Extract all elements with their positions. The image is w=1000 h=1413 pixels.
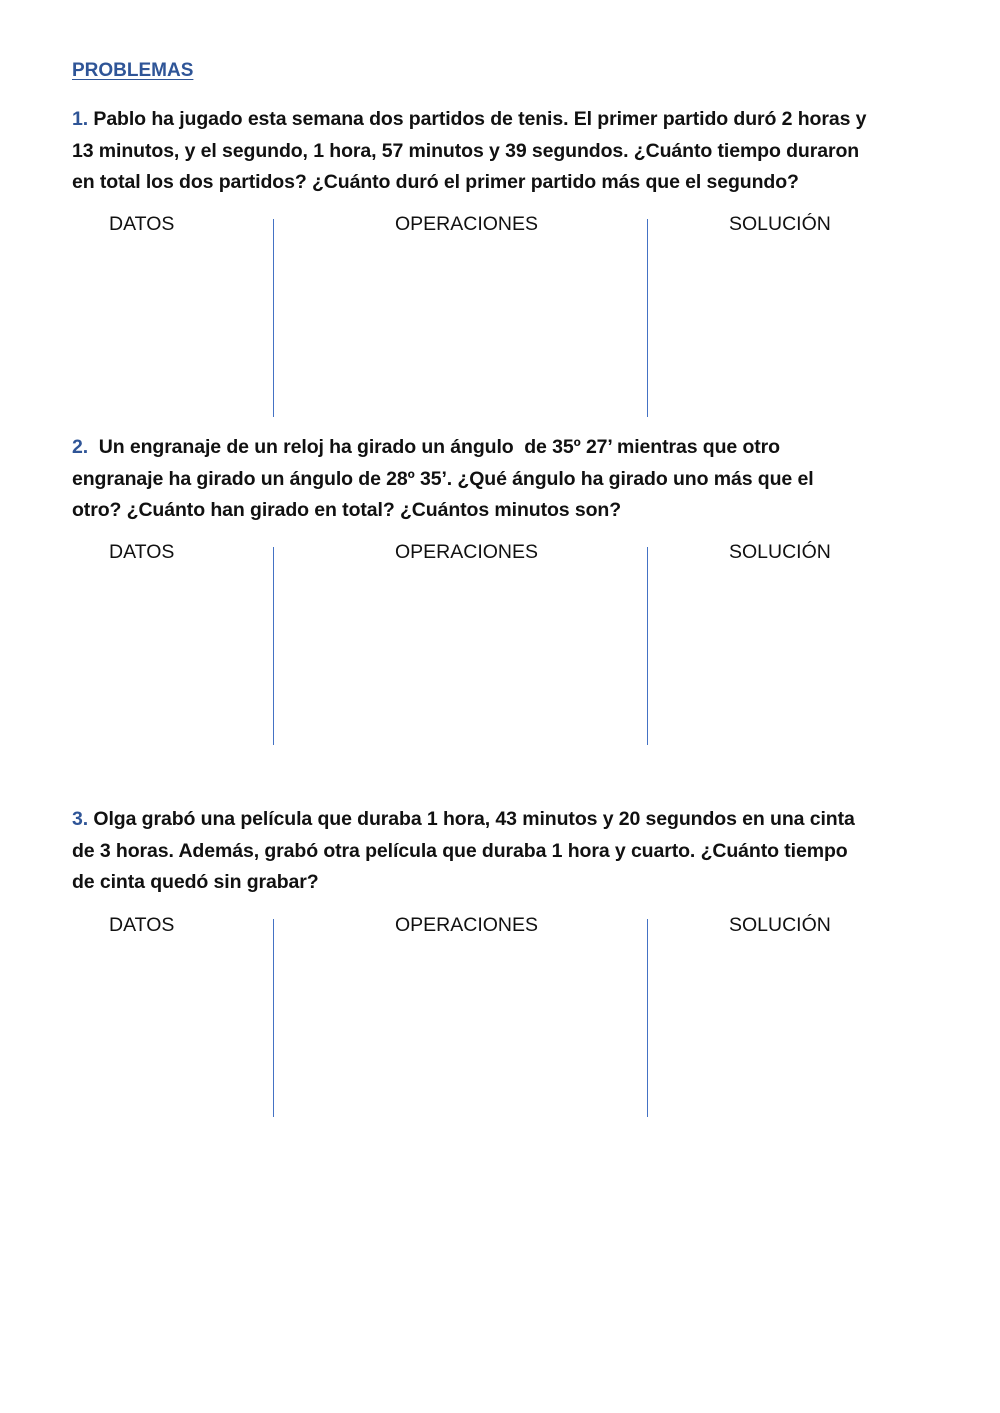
column-divider xyxy=(273,219,274,417)
solucion-header: SOLUCIÓN xyxy=(729,914,831,936)
problem-number: 1. xyxy=(72,108,89,130)
operaciones-header: OPERACIONES xyxy=(395,914,539,936)
problem-number: 2. xyxy=(72,436,89,458)
problem-line: 3. Olga grabó una película que duraba 1 hora, 43 minutos y 20 segundos en una cinta xyxy=(72,808,855,830)
column-divider xyxy=(273,547,274,745)
problem-3-text xyxy=(72,804,932,899)
problem-line: de 3 horas. Además, grabó otra película que duraba 1 hora y cuarto. ¿Cuánto tiempo xyxy=(72,839,848,862)
problem-1-text xyxy=(72,104,932,199)
operaciones-header: OPERACIONES xyxy=(395,541,539,563)
problem-2-text xyxy=(72,432,932,527)
problem-line: otro? ¿Cuánto han girado en total? ¿Cuántos minutos son? xyxy=(72,499,622,521)
problem-line: de cinta quedó sin grabar? xyxy=(72,871,319,893)
solucion-header: SOLUCIÓN xyxy=(729,541,831,563)
column-divider xyxy=(647,547,648,745)
datos-header: DATOS xyxy=(109,213,175,235)
problem-line: 13 minutos, y el segundo, 1 hora, 57 minutos y 39 segundos. ¿Cuánto tiempo duraron xyxy=(72,139,860,162)
column-divider xyxy=(647,919,648,1117)
datos-header: DATOS xyxy=(109,541,175,563)
operaciones-header: OPERACIONES xyxy=(395,213,539,235)
problem-line: 1. Pablo ha jugado esta semana dos partidos de tenis. El primer partido duró 2 horas y xyxy=(72,108,867,130)
column-divider xyxy=(647,219,648,417)
problem-number: 3. xyxy=(72,808,89,830)
problem-line: engranaje ha girado un ángulo de 28º 35’. ¿Qué ángulo ha girado uno más que el xyxy=(72,467,814,490)
problem-line: en total los dos partidos? ¿Cuánto duró el primer partido más que el segundo? xyxy=(72,171,799,193)
column-divider xyxy=(273,919,274,1117)
datos-header: DATOS xyxy=(109,914,175,936)
problem-line: 2. Un engranaje de un reloj ha girado un ángulo de 35º 27’ mientras que otro xyxy=(72,436,780,458)
page-title: PROBLEMAS xyxy=(72,60,194,81)
solucion-header: SOLUCIÓN xyxy=(729,213,831,235)
